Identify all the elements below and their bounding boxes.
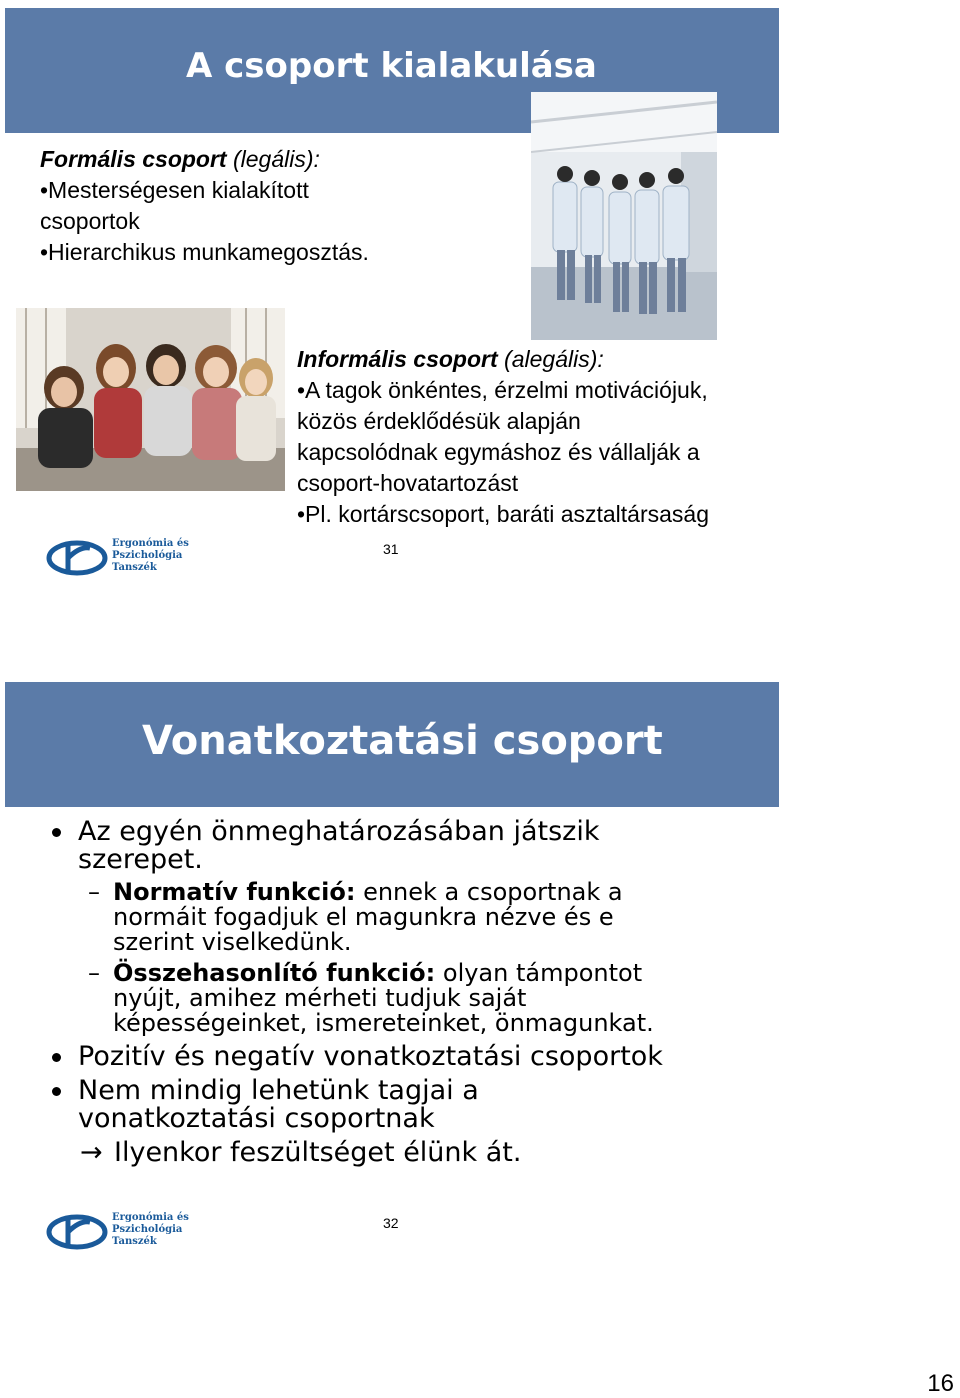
- bullet-3-line: vonatkoztatási csoportnak: [78, 1103, 435, 1134]
- ergonomia-logo-icon: [46, 1212, 108, 1252]
- comparative-line: képességeinket, ismereteinket, önmagunkat.: [113, 1009, 654, 1037]
- page-number: 16: [927, 1370, 954, 1397]
- bullet-3-line: Nem mindig lehetünk tagjai a: [78, 1075, 479, 1106]
- normative-line: normáit fogadjuk el magunkra nézve és e: [113, 903, 614, 931]
- normative-line: szerint viselkedünk.: [113, 928, 352, 956]
- logo-line: Ergonómia és: [112, 1212, 189, 1223]
- bullet-3: [78, 1077, 479, 1133]
- department-logo: [46, 536, 189, 580]
- department-logo: [46, 1210, 189, 1254]
- sub-dash: –: [88, 959, 100, 987]
- logo-line: Tanszék: [112, 1236, 157, 1247]
- informal-paren: (alegális):: [497, 346, 604, 372]
- formal-group-text: [40, 144, 369, 268]
- normative-label: Normatív funkció:: [113, 878, 356, 906]
- bullet-dot: [52, 828, 61, 837]
- bullet-1: [78, 818, 599, 874]
- formal-line: •Mesterségesen kialakított: [40, 177, 309, 203]
- formal-line: •Hierarchikus munkamegosztás.: [40, 239, 369, 265]
- comparative-rest: olyan támpontot: [435, 959, 643, 987]
- formal-line: csoportok: [40, 208, 140, 234]
- friends-group-photo: [16, 308, 285, 491]
- formal-paren: (legális):: [226, 146, 320, 172]
- sub-bullet-comparative: [113, 961, 654, 1036]
- arrow-right-icon: →: [80, 1137, 103, 1168]
- arrow-line: [80, 1139, 521, 1167]
- bullet-1-line: szerepet.: [78, 844, 203, 875]
- informal-line: kapcsolódnak egymáshoz és vállalják a: [297, 439, 700, 465]
- bullet-dot: [52, 1087, 61, 1096]
- informal-line: közös érdeklődésük alapján: [297, 408, 581, 434]
- slide2-title: Vonatkoztatási csoport: [142, 718, 663, 764]
- logo-line: Pszichológia: [112, 1224, 183, 1235]
- logo-line: Tanszék: [112, 562, 157, 573]
- slide2-number: 32: [383, 1215, 399, 1231]
- logo-line: Pszichológia: [112, 550, 183, 561]
- bullet-2: Pozitív és negatív vonatkoztatási csoportok: [78, 1041, 663, 1072]
- bullet-1-line: Az egyén önmeghatározásában játszik: [78, 816, 600, 847]
- informal-heading: Informális csoport: [297, 346, 498, 372]
- informal-group-text: [297, 344, 709, 530]
- formal-heading: Formális csoport: [40, 146, 227, 172]
- bullet-dot: [52, 1053, 61, 1062]
- factory-workers-photo: [531, 92, 717, 340]
- informal-line: •A tagok önkéntes, érzelmi motivációjuk,: [297, 377, 708, 403]
- logo-line: Ergonómia és: [112, 538, 189, 549]
- comparative-label: Összehasonlító funkció:: [113, 959, 436, 987]
- arrow-text: Ilyenkor feszültséget élünk át.: [114, 1137, 522, 1168]
- slide1-title: A csoport kialakulása: [186, 46, 597, 86]
- sub-dash: –: [88, 878, 100, 906]
- informal-line: •Pl. kortárscsoport, baráti asztaltársaság: [297, 501, 710, 527]
- slide1-number: 31: [383, 541, 399, 557]
- normative-rest: ennek a csoportnak a: [355, 878, 623, 906]
- informal-line: csoport-hovatartozást: [297, 470, 519, 496]
- comparative-line: nyújt, amihez mérheti tudjuk saját: [113, 984, 527, 1012]
- sub-bullet-normative: [113, 880, 623, 955]
- ergonomia-logo-icon: [46, 538, 108, 578]
